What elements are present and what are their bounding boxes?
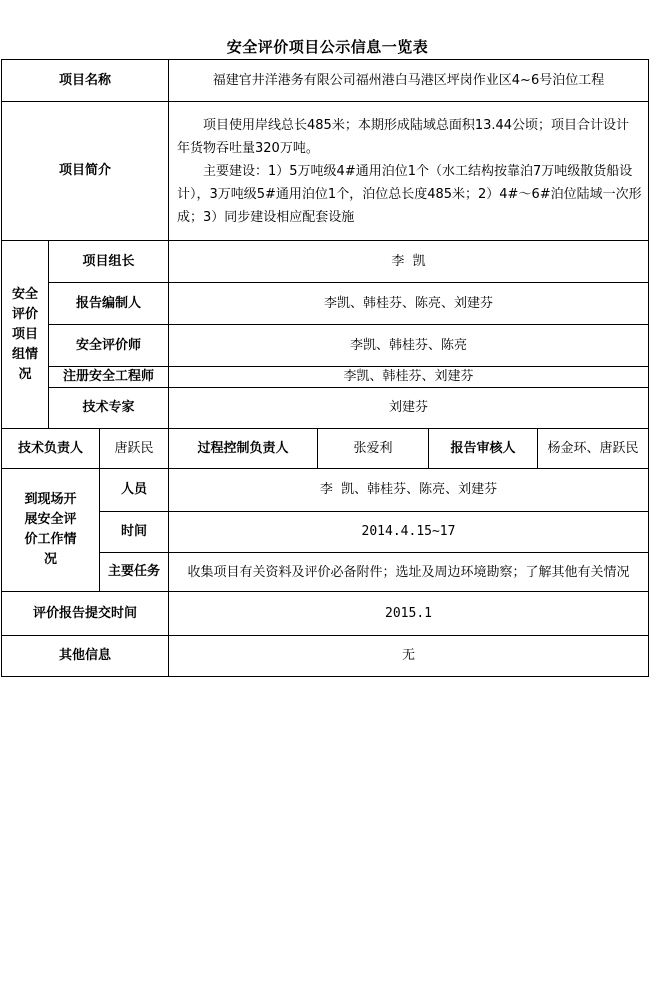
safety-evaluators-label: 安全评价师	[49, 325, 169, 367]
project-intro-paragraph-2: 主要建设：1）5万吨级4#通用泊位1个（水工结构按靠泊7万吨级散货船设计），3万吨级5#通用泊位1个，泊位总长度485米；2）4#～6#泊位陆域一次形成；3）同步建设相应配套设施	[177, 163, 642, 225]
team-group-label	[2, 241, 49, 429]
site-people-label: 人员	[100, 469, 169, 512]
other-info-value: 无	[169, 636, 649, 677]
info-table	[1, 59, 649, 677]
report-authors-label: 报告编制人	[49, 283, 169, 325]
submit-time-value: 2015.1	[169, 592, 649, 636]
submit-time-label: 评价报告提交时间	[2, 592, 169, 636]
row-site-time	[2, 512, 649, 553]
tech-experts-value: 刘建芬	[169, 388, 649, 429]
row-tech-experts	[2, 388, 649, 429]
row-project-intro	[2, 102, 649, 241]
row-registered-engineers	[2, 367, 649, 388]
report-authors-value: 李凯、韩桂芬、陈亮、刘建芬	[169, 283, 649, 325]
row-other-info	[2, 636, 649, 677]
site-people-value: 李 凯、韩桂芬、陈亮、刘建芬	[169, 469, 649, 512]
row-report-authors	[2, 283, 649, 325]
site-tasks-label: 主要任务	[100, 553, 169, 592]
other-info-label: 其他信息	[2, 636, 169, 677]
project-intro-label: 项目简介	[2, 102, 169, 241]
row-safety-evaluators	[2, 325, 649, 367]
page-title: 安全评价项目公示信息一览表	[226, 38, 429, 56]
process-control-label: 过程控制负责人	[169, 429, 318, 469]
row-responsible	[2, 429, 649, 469]
team-group-label-text: 安全评价项目组情况	[12, 286, 39, 382]
row-submit-time	[2, 592, 649, 636]
registered-engineers-label: 注册安全工程师	[49, 367, 169, 388]
row-site-people	[2, 469, 649, 512]
row-team-leader	[2, 241, 649, 283]
row-project-name	[2, 60, 649, 102]
project-name-label: 项目名称	[2, 60, 169, 102]
site-work-group-label-text: 到现场开展安全评价工作情况	[24, 492, 77, 567]
row-site-tasks	[2, 553, 649, 592]
tech-experts-label: 技术专家	[49, 388, 169, 429]
process-control-value: 张爱利	[318, 429, 429, 469]
safety-evaluators-value: 李凯、韩桂芬、陈亮	[169, 325, 649, 367]
site-time-label: 时间	[100, 512, 169, 553]
project-name-value: 福建官井洋港务有限公司福州港白马港区坪岗作业区4~6号泊位工程	[169, 60, 649, 102]
site-work-group-label	[2, 469, 100, 592]
registered-engineers-value: 李凯、韩桂芬、刘建芬	[169, 367, 649, 388]
site-time-value: 2014.4.15~17	[169, 512, 649, 553]
team-leader-label: 项目组长	[49, 241, 169, 283]
project-intro-paragraph-1: 项目使用岸线总长485米；本期形成陆域总面积13.44公顷；项目合计设计年货物吞吐量320万吨。	[177, 117, 630, 156]
tech-lead-label: 技术负责人	[2, 429, 100, 469]
tech-lead-value: 唐跃民	[100, 429, 169, 469]
team-leader-value: 李 凯	[169, 241, 649, 283]
report-reviewer-value: 杨金环、唐跃民	[538, 429, 649, 469]
site-tasks-value: 收集项目有关资料及评价必备附件；选址及周边环境勘察；了解其他有关情况	[169, 553, 649, 592]
project-intro-value	[169, 102, 649, 241]
report-reviewer-label: 报告审核人	[429, 429, 538, 469]
